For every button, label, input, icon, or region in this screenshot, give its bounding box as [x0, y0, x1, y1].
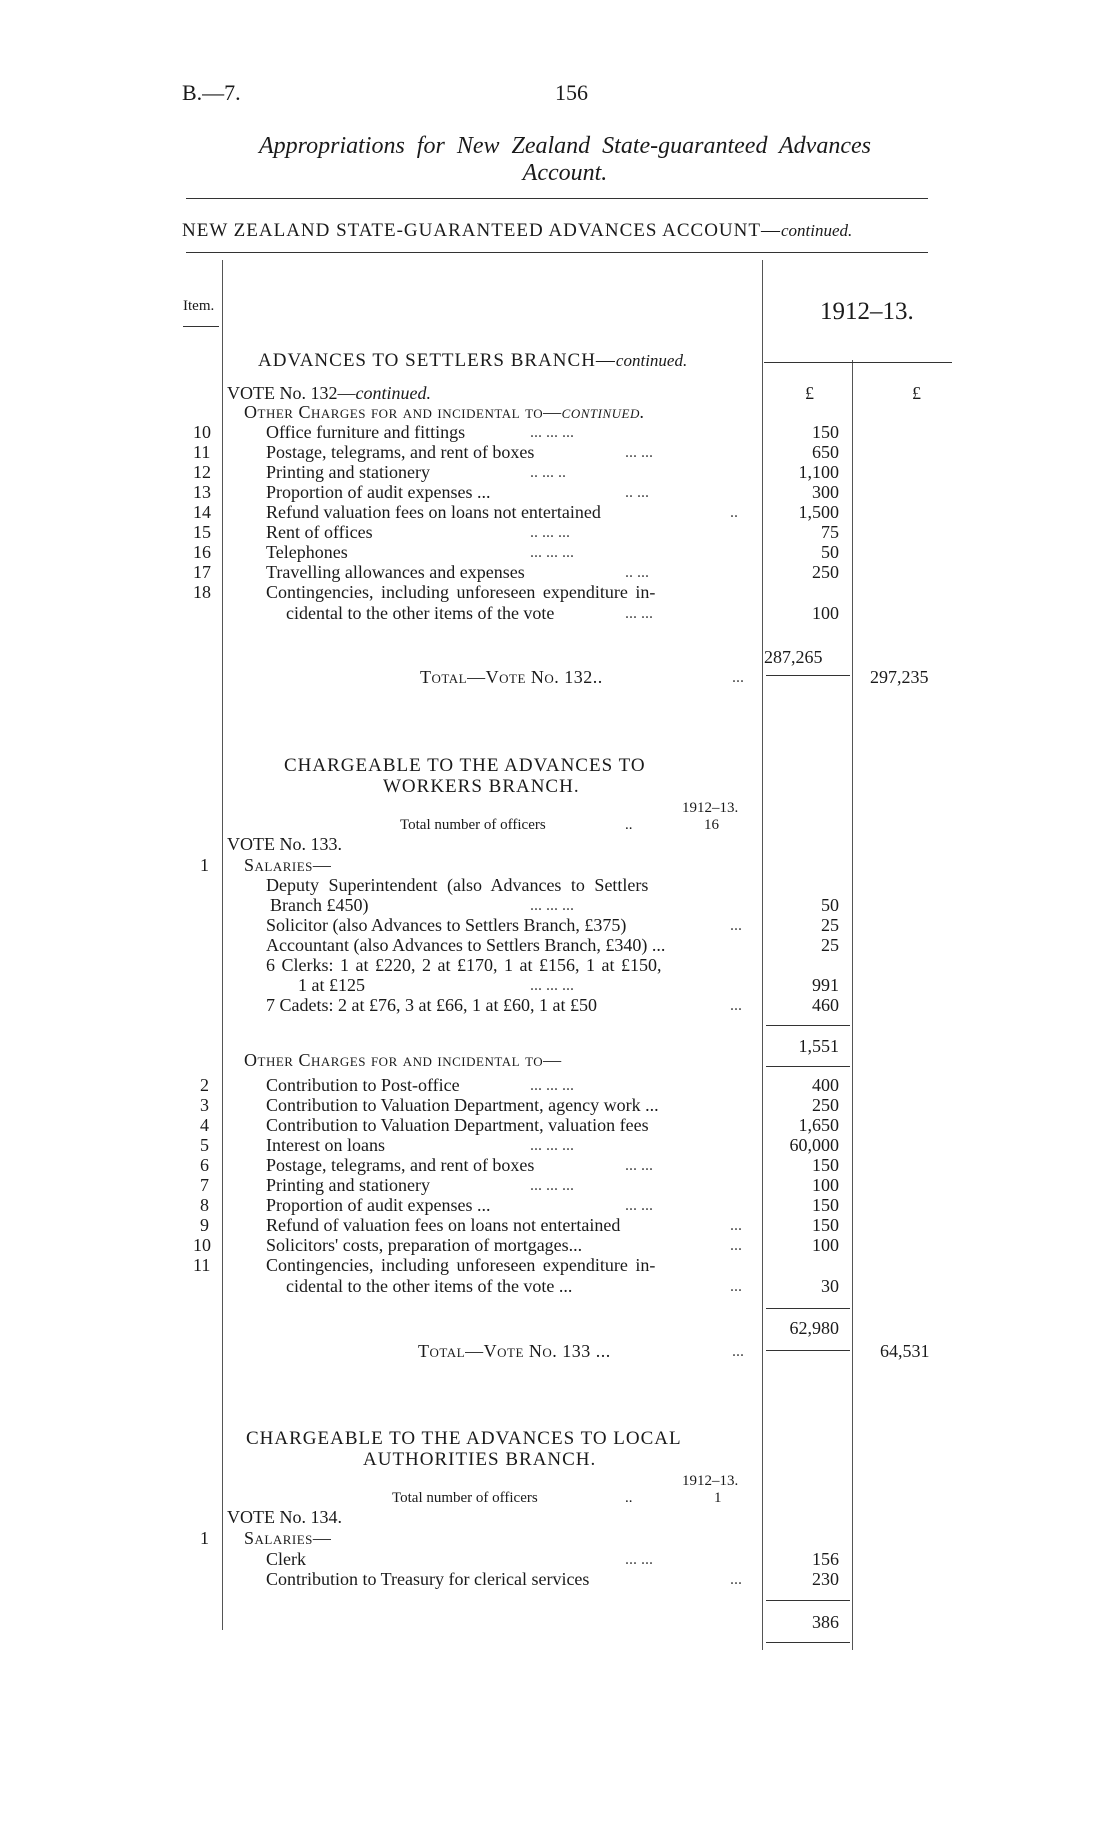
item-amount: 50	[821, 542, 839, 562]
item-description: Solicitors' costs, preparation of mortgages...	[266, 1235, 583, 1255]
item-amount: 30	[821, 1276, 839, 1296]
item-description: Postage, telegrams, and rent of boxes	[266, 1155, 535, 1175]
leader-dots: ..	[625, 1490, 633, 1506]
item-amount: 150	[812, 1155, 839, 1175]
item-amount: 1,650	[798, 1115, 839, 1135]
salary-description: 6 Clerks: 1 at £220, 2 at £170, 1 at £156, 1 at £150,	[266, 955, 662, 975]
leader-dots: ..	[730, 504, 738, 521]
officers-count: 16	[704, 817, 719, 833]
vote-133-heading: VOTE No. 133.	[227, 834, 342, 854]
item-amount: 100	[812, 1175, 839, 1195]
subtotal-rule	[766, 1350, 850, 1351]
item-description: Postage, telegrams, and rent of boxes	[266, 442, 535, 462]
item-amount: 650	[812, 442, 839, 462]
leader-dots: ... ... ...	[530, 1137, 574, 1154]
salary-amount: 991	[812, 975, 839, 995]
account-heading: NEW ZEALAND STATE-GUARANTEED ADVANCES ACCOUNT—continued.	[182, 220, 853, 241]
salaries-rule-top	[766, 1025, 850, 1026]
item-number: 10	[193, 1235, 211, 1255]
leader-dots: ... ... ...	[530, 897, 574, 914]
item-number: 5	[200, 1135, 209, 1155]
leader-dots: ... ...	[625, 444, 653, 461]
salary-description: Clerk	[266, 1549, 306, 1569]
item-amount: 250	[812, 562, 839, 582]
item-description: Contribution to Valuation Department, valuation fees	[266, 1115, 649, 1135]
leader-dots: ...	[732, 1343, 744, 1360]
item-column-header: Item.	[183, 298, 215, 314]
leader-dots: ... ... ...	[530, 424, 574, 441]
salaries-rule-bottom	[766, 1642, 850, 1643]
officers-label: Total number of officers	[392, 1490, 538, 1506]
vote-132-subtotal: 287,265	[764, 647, 823, 667]
leader-dots: ... ...	[625, 605, 653, 622]
item-amount: 300	[812, 482, 839, 502]
item-number: 4	[200, 1115, 209, 1135]
salary-description: Deputy Superintendent (also Advances to Settlers	[266, 875, 649, 895]
item-number: 16	[193, 542, 211, 562]
item-description-continued: cidental to the other items of the vote ...	[286, 1276, 573, 1296]
item-number: 11	[193, 1255, 211, 1275]
page-reference: B.—7.	[182, 80, 241, 105]
item-description: Office furniture and fittings	[266, 422, 466, 442]
item-amount: 150	[812, 422, 839, 442]
salaries-total: 1,551	[798, 1036, 839, 1056]
item-number: 12	[193, 462, 211, 482]
document-title-line2: Account.	[522, 160, 608, 186]
salaries-total: 386	[812, 1612, 839, 1632]
title-rule	[186, 198, 928, 199]
leader-dots: ... ...	[625, 1197, 653, 1214]
salary-amount: 156	[812, 1549, 839, 1569]
year-header-rule	[764, 362, 952, 363]
leader-dots: ...	[730, 997, 742, 1014]
vote-133-total-label: Total—Vote No. 133 ...	[418, 1341, 611, 1361]
vote-132-heading: VOTE No. 132—continued.	[227, 383, 431, 403]
salary-description: Contribution to Treasury for clerical services	[266, 1569, 590, 1589]
subtotal-rule-top	[766, 1308, 850, 1309]
item-number: 1	[200, 1528, 209, 1548]
item-description: Contribution to Valuation Department, agency work ...	[266, 1095, 659, 1115]
salary-description-continued: 1 at £125	[298, 975, 365, 995]
vote-132-total-label: Total—Vote No. 132..	[420, 667, 603, 687]
item-number: 10	[193, 422, 211, 442]
item-description: Contingencies, including unforeseen expenditure in-	[266, 1255, 656, 1275]
salary-amount: 25	[821, 915, 839, 935]
salaries-heading: Salaries—	[244, 1528, 332, 1548]
item-description: Proportion of audit expenses ...	[266, 1195, 491, 1215]
item-description: Proportion of audit expenses ...	[266, 482, 491, 502]
item-amount: 150	[812, 1215, 839, 1235]
salary-description-continued: Branch £450)	[270, 895, 369, 915]
item-number: 3	[200, 1095, 209, 1115]
leader-dots: .. ...	[625, 484, 649, 501]
leader-dots: ... ... ...	[530, 1077, 574, 1094]
leader-dots: ... ...	[625, 1157, 653, 1174]
salaries-heading: Salaries—	[244, 855, 332, 875]
item-description: Refund of valuation fees on loans not entertained	[266, 1215, 621, 1235]
item-number: 11	[193, 442, 211, 462]
leader-dots: ..	[625, 817, 633, 833]
item-amount: 1,500	[798, 502, 839, 522]
item-number: 2	[200, 1075, 209, 1095]
officers-year: 1912–13.	[682, 1473, 739, 1489]
vote-133-total: 64,531	[880, 1341, 930, 1361]
salary-amount: 50	[821, 895, 839, 915]
item-amount: 60,000	[789, 1135, 839, 1155]
leader-dots: ...	[730, 1278, 742, 1295]
item-number: 15	[193, 522, 211, 542]
salary-amount: 25	[821, 935, 839, 955]
leader-dots: ...	[730, 1237, 742, 1254]
vote-133-subtotal: 62,980	[789, 1318, 839, 1338]
local-authorities-heading: CHARGEABLE TO THE ADVANCES TO LOCAL	[246, 1428, 682, 1449]
local-authorities-heading-2: AUTHORITIES BRANCH.	[363, 1449, 597, 1470]
account-heading-rule	[186, 252, 928, 253]
item-number: 14	[193, 502, 211, 522]
year-column-header: 1912–13.	[820, 298, 914, 325]
officers-count: 1	[714, 1490, 722, 1506]
salary-description: 7 Cadets: 2 at £76, 3 at £66, 1 at £60, 1 at £50	[266, 995, 597, 1015]
leader-dots: .. ... ...	[530, 524, 570, 541]
leader-dots: ... ...	[625, 1551, 653, 1568]
salaries-rule-top	[766, 1600, 850, 1601]
leader-dots: ...	[732, 669, 744, 686]
item-number: 13	[193, 482, 211, 502]
salary-description: Solicitor (also Advances to Settlers Branch, £375)	[266, 915, 627, 935]
vote-132-total: 297,235	[870, 667, 929, 687]
item-description: Refund valuation fees on loans not entertained	[266, 502, 601, 522]
amount-column-mid-divider	[852, 360, 853, 1650]
item-description: Printing and stationery	[266, 1175, 430, 1195]
item-amount: 1,100	[798, 462, 839, 482]
leader-dots: ...	[730, 1571, 742, 1588]
item-amount: 400	[812, 1075, 839, 1095]
item-header-rule	[183, 326, 219, 327]
item-number: 6	[200, 1155, 209, 1175]
document-title-line1: Appropriations for New Zealand State-guaranteed Advances	[259, 133, 871, 159]
leader-dots: ... ... ...	[530, 1177, 574, 1194]
salary-description: Accountant (also Advances to Settlers Branch, £340) ...	[266, 935, 666, 955]
pound-sign-1: £	[805, 383, 814, 403]
leader-dots: ... ... ...	[530, 977, 574, 994]
item-description: Contribution to Post-office	[266, 1075, 460, 1095]
salary-amount: 460	[812, 995, 839, 1015]
workers-branch-heading-2: WORKERS BRANCH.	[383, 776, 580, 797]
item-description: Rent of offices	[266, 522, 373, 542]
item-number: 9	[200, 1215, 209, 1235]
item-number: 8	[200, 1195, 209, 1215]
item-description: Contingencies, including unforeseen expenditure in-	[266, 582, 656, 602]
amount-column-left-divider	[762, 260, 763, 1650]
page-number: 156	[555, 80, 588, 105]
item-amount: 250	[812, 1095, 839, 1115]
item-description: Travelling allowances and expenses	[266, 562, 525, 582]
salaries-rule-bottom	[766, 1066, 850, 1067]
other-charges-heading: Other Charges for and incidental to—	[244, 1050, 562, 1070]
item-description: Telephones	[266, 542, 348, 562]
leader-dots: ...	[730, 1217, 742, 1234]
item-amount: 75	[821, 522, 839, 542]
officers-label: Total number of officers	[400, 817, 546, 833]
salary-amount: 230	[812, 1569, 839, 1589]
item-amount: 100	[812, 1235, 839, 1255]
item-amount: 150	[812, 1195, 839, 1215]
subtotal-rule	[766, 675, 850, 676]
item-number: 18	[193, 582, 211, 602]
item-description: Interest on loans	[266, 1135, 385, 1155]
pound-sign-2: £	[912, 383, 921, 403]
item-column-divider	[222, 260, 223, 1630]
item-number: 7	[200, 1175, 209, 1195]
leader-dots: .. ... ..	[530, 464, 566, 481]
settlers-branch-heading: ADVANCES TO SETTLERS BRANCH—continued.	[258, 350, 688, 371]
item-number: 17	[193, 562, 211, 582]
item-description: Printing and stationery	[266, 462, 430, 482]
leader-dots: ... ... ...	[530, 544, 574, 561]
leader-dots: .. ...	[625, 564, 649, 581]
leader-dots: ...	[730, 917, 742, 934]
workers-branch-heading: CHARGEABLE TO THE ADVANCES TO	[284, 755, 646, 776]
item-amount: 100	[812, 603, 839, 623]
item-description-continued: cidental to the other items of the vote	[286, 603, 555, 623]
officers-year: 1912–13.	[682, 800, 739, 816]
vote-134-heading: VOTE No. 134.	[227, 1507, 342, 1527]
item-number: 1	[200, 855, 209, 875]
other-charges-heading: Other Charges for and incidental to—continued.	[244, 402, 645, 422]
